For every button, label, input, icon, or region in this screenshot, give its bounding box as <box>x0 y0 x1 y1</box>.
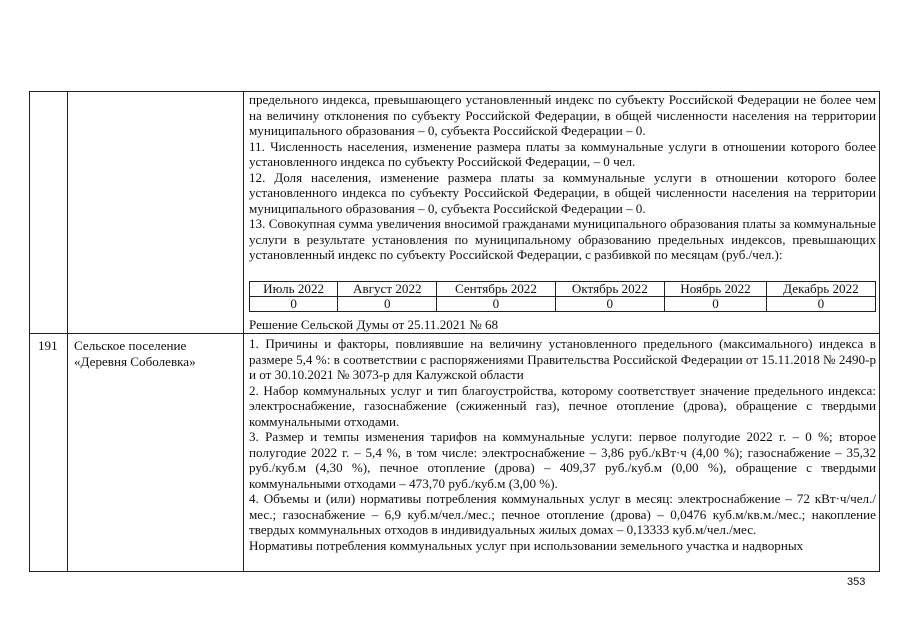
month-header: Ноябрь 2022 <box>665 282 767 297</box>
paragraph: предельного индекса, превышающего установленный индекс по субъекту Российской Федерации не более чем на величину отклонения по субъекту Российской Федерации, в общей численности населения на территории муниципального образования – 0, субъекта Российской Федерации – 0. <box>249 92 876 138</box>
month-value: 0 <box>338 297 437 312</box>
column-divider <box>243 92 244 571</box>
paragraph: 12. Доля населения, изменение размера платы за коммунальные услуги в отношении которого более установленного индекса по субъекту Российской Федерации, в общей численности населения на территории муниципального образования – 0, субъекта Российской Федерации – 0. <box>249 169 876 216</box>
month-header: Июль 2022 <box>250 282 338 297</box>
month-value: 0 <box>665 297 767 312</box>
municipality-name <box>74 338 196 369</box>
month-value: 0 <box>437 297 555 312</box>
month-header: Август 2022 <box>338 282 437 297</box>
paragraph: 13. Совокупная сумма увеличения вносимой гражданами муниципального образования платы за коммунальные услуги в результате установления по муниципальному образованию предельных индексов, превышающих установленный индекс по субъекту Российской Федерации, с разбивкой по месяцам (руб./чел.): <box>249 216 876 262</box>
paragraph: 4. Объемы и (или) нормативы потребления коммунальных услуг в месяц: электроснабжение – 72 кВт·ч/чел./мес.; газоснабжение – 6,9 куб.м/чел./мес.; печное отопление (дрова) – 0,0476 куб.м/кв.м./мес.; накопление твердых коммунальных отходов в индивидуальных жилых домах – 0,13333 куб.м/чел./мес. <box>249 491 876 537</box>
monthly-sum-table <box>249 281 876 312</box>
row-divider <box>30 333 879 334</box>
row191-description <box>249 336 876 553</box>
month-header: Декабрь 2022 <box>766 282 875 297</box>
paragraph: 1. Причины и факторы, повлиявшие на величину установленного предельного (максимального) индекса в размере 5,4 %: в соответствии с распоряжениями Правительства Российской Федерации от 15.11.2018 № 2490-р и от 30.10.2021 № 3073-р для Калужской области <box>249 336 876 382</box>
paragraph: Нормативы потребления коммунальных услуг при использовании земельного участка и надворных <box>249 537 804 553</box>
decision-text: Решение Сельской Думы от 25.11.2021 № 68 <box>249 317 499 332</box>
municipality-name-line: «Деревня Соболевка» <box>74 353 196 369</box>
continuation-cell <box>249 92 876 263</box>
page-number: 353 <box>847 576 866 588</box>
paragraph: 11. Численность населения, изменение размера платы за коммунальные услуги в отношении которого более установленного индекса по субъекту Российской Федерации, – 0 чел. <box>249 138 876 169</box>
month-value: 0 <box>250 297 338 312</box>
months-value-row <box>250 297 876 312</box>
municipality-name-line: Сельское поселение <box>74 338 187 353</box>
row-number: 191 <box>38 338 58 353</box>
month-value: 0 <box>766 297 875 312</box>
column-divider <box>67 92 68 571</box>
month-header: Сентябрь 2022 <box>437 282 555 297</box>
document-table <box>29 91 880 572</box>
paragraph: 2. Набор коммунальных услуг и тип благоустройства, которому соответствует значение предельного индекса: электроснабжение, газоснабжение (сжиженный газ), печное отопление (дрова), обращение с твердыми коммунальными отходами. <box>249 382 876 429</box>
month-value: 0 <box>555 297 665 312</box>
paragraph: 3. Размер и темпы изменения тарифов на коммунальные услуги: первое полугодие 2022 г. – 0 %; второе полугодие 2022 г. – 5,4 %, в том числе: электроснабжение – 3,86 руб./кВт·ч (4,00 %); газоснабжение – 35,32 руб./куб.м (4,30 %), печное отопление (дрова) – 409,37 руб./куб.м (0,00 %), обращение с твердыми коммунальными отходами – 473,70 руб./куб.м (3,00 %). <box>249 429 876 491</box>
month-header: Октябрь 2022 <box>555 282 665 297</box>
months-header-row <box>250 282 876 297</box>
